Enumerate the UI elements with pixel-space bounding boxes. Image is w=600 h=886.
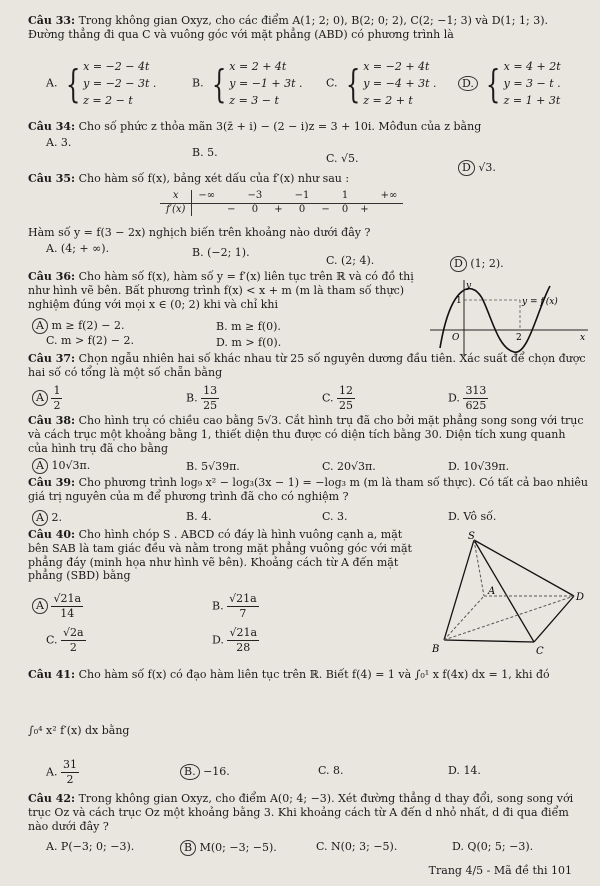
q39-option-b[interactable]: B. 4.	[186, 510, 212, 523]
curve-label: y = f′(x)	[522, 297, 558, 307]
q40-option-b[interactable]: B. $\frac{√21a}{7}$	[212, 592, 257, 620]
q33-option-b[interactable]: B. { x = 2 + 4t y = −1 + 3t . z = 3 − t	[192, 60, 303, 107]
q35-option-c[interactable]: C. (2; 4).	[326, 254, 375, 267]
question-number: Câu 37:	[28, 352, 76, 365]
question-number: Câu 33:	[28, 14, 76, 27]
q42-option-d[interactable]: D. Q(0; 5; −3).	[452, 840, 534, 853]
q41-option-c[interactable]: C. 8.	[318, 764, 344, 777]
q36-option-b[interactable]: B. m ≥ f(0).	[216, 320, 281, 333]
tick-x: 2	[516, 333, 522, 343]
question-number: Câu 36:	[28, 270, 76, 283]
q40-option-d[interactable]: D. $\frac{√21a}{28}$	[212, 626, 258, 654]
vertex-D: D	[576, 592, 584, 603]
q33-option-d[interactable]: D. { x = 4 + 2t y = 3 − t . z = 1 + 3t	[458, 60, 561, 107]
sign-table: x −∞ −3 −1 1 +∞ f′(x) − 0 + 0 − 0 +	[160, 190, 403, 216]
q37-option-c[interactable]: C. $\frac{12}{25}$	[322, 384, 354, 412]
q37-option-d[interactable]: D. $\frac{313}{625}$	[448, 384, 487, 412]
q37-option-a[interactable]: A $\frac{1}{2}$	[32, 384, 62, 413]
pyramid-figure	[424, 530, 584, 656]
question-number: Câu 34:	[28, 120, 76, 133]
q38-option-b[interactable]: B. 5√39π.	[186, 460, 240, 473]
q34-option-b[interactable]: B. 5.	[192, 146, 218, 159]
q34-option-c[interactable]: C. √5.	[326, 152, 359, 165]
question-number: Câu 42:	[28, 792, 76, 805]
question-36	[28, 270, 418, 311]
q38-option-c[interactable]: C. 20√3π.	[322, 460, 376, 473]
question-number: Câu 38:	[28, 414, 76, 427]
question-39	[28, 476, 588, 504]
question-35	[28, 172, 588, 186]
page-footer: Trang 4/5 - Mã đề thi 101	[428, 864, 572, 878]
q36-option-a[interactable]: A m ≥ f(2) − 2.	[32, 318, 124, 334]
vertex-B: B	[432, 644, 440, 655]
question-text: Trong không gian Oxyz, cho điểm A(0; 4; −3). Xét đường thẳng d thay đổi, song song với trục Oz và cách trục Oz một khoảng bằng 3. Khi khoảng cách từ A đến d nhỏ nhất, d đi qua điểm nào dưới đây ?	[28, 792, 574, 833]
vertex-S: S	[468, 531, 475, 542]
q40-option-c[interactable]: C. $\frac{√2a}{2}$	[46, 626, 84, 654]
vertex-A: A	[488, 586, 496, 597]
question-text: Trong không gian Oxyz, cho các điểm A(1; 2; 0), B(2; 0; 2), C(2; −1; 3) và D(1; 1; 3). Đường thẳng đi qua C và vuông góc với mặt phẳng (ABD) có phương trình là	[28, 14, 548, 41]
question-text: Cho hàm số f(x), hàm số y = f′(x) liên tục trên ℝ và có đồ thị như hình vẽ bên. Bất phương trình f(x) < x + m (m là tham số thực) nghiệm đúng với mọi x ∈ (0; 2) khi và chỉ khi	[28, 270, 414, 311]
question-38	[28, 414, 588, 455]
vertex-C: C	[536, 646, 544, 656]
q34-option-a[interactable]: A. 3.	[46, 136, 72, 149]
q38-option-d[interactable]: D. 10√39π.	[448, 460, 510, 473]
q42-option-a[interactable]: A. P(−3; 0; −3).	[46, 840, 135, 853]
q40-option-a[interactable]: A $\frac{√21a}{14}$	[32, 592, 83, 621]
q36-option-c[interactable]: C. m > f(2) − 2.	[46, 334, 135, 347]
question-text: Cho hình chóp S . ABCD có đáy là hình vuông cạnh a, mặt bên SAB là tam giác đều và nằm trong mặt phẳng vuông góc với mặt phẳng đáy (minh họa như hình vẽ bên). Khoảng cách từ A đến mặt phẳng (SBD) bằng	[28, 528, 412, 583]
question-37	[28, 352, 588, 380]
q35-option-a[interactable]: A. (4; + ∞).	[46, 242, 110, 255]
question-text: Cho hàm số f(x), bảng xét dấu của f′(x) như sau :	[78, 172, 350, 185]
question-text: Cho hàm số f(x) có đạo hàm liên tục trên ℝ. Biết f(4) = 1 và ∫₀¹ x f(4x) dx = 1, khi đó	[78, 668, 550, 681]
question-number: Câu 35:	[28, 172, 76, 185]
q38-option-a[interactable]: A 10√3π.	[32, 458, 90, 474]
y-axis-label: y	[466, 281, 472, 291]
question-number: Câu 40:	[28, 528, 76, 541]
q41-option-a[interactable]: A. $\frac{31}{2}$	[46, 758, 77, 786]
q42-option-c[interactable]: C. N(0; 3; −5).	[316, 840, 398, 853]
q35-option-d[interactable]: D (1; 2).	[450, 256, 504, 272]
q33-option-a[interactable]: A. { x = −2 − 4t y = −2 − 3t . z = 2 − t	[46, 60, 157, 107]
q39-option-c[interactable]: C. 3.	[322, 510, 348, 523]
origin-label: O	[452, 333, 460, 343]
question-35-prompt: Hàm số y = f(3 − 2x) nghịch biến trên khoảng nào dưới đây ?	[28, 226, 371, 239]
question-text: Cho phương trình log₉ x² − log₃(3x − 1) = −log₃ m (m là tham số thực). Có tất cả bao nhiêu giá trị nguyên của m để phương trình đã cho có nghiệm ?	[28, 476, 588, 503]
q39-option-a[interactable]: A 2.	[32, 510, 62, 526]
question-text: Chọn ngẫu nhiên hai số khác nhau từ 25 số nguyên dương đầu tiên. Xác suất để chọn được hai số có tổng là một số chẵn bằng	[28, 352, 586, 379]
question-text: Cho hình trụ có chiều cao bằng 5√3. Cắt hình trụ đã cho bởi mặt phẳng song song với trục và cách trục một khoảng bằng 1, thiết diện thu được có diện tích bằng 30. Diện tích xung quanh của hình trụ đã cho bằng	[28, 414, 584, 455]
question-41-integral: ∫₀⁴ x² f′(x) dx bằng	[28, 724, 130, 737]
q35-option-b[interactable]: B. (−2; 1).	[192, 246, 250, 259]
q34-option-d[interactable]: D √3.	[458, 160, 496, 176]
q36-option-d[interactable]: D. m > f(0).	[216, 336, 282, 349]
q41-option-d[interactable]: D. 14.	[448, 764, 481, 777]
q42-option-b[interactable]: B M(0; −3; −5).	[180, 840, 277, 856]
question-33	[28, 14, 588, 42]
tick-y: 1	[456, 296, 462, 306]
question-text: Cho số phức z thỏa mãn 3(z̄ + i) − (2 − i)z = 3 + 10i. Môđun của z bằng	[78, 120, 482, 133]
derivative-graph	[430, 278, 590, 358]
question-41	[28, 668, 588, 682]
q37-option-b[interactable]: B. $\frac{13}{25}$	[186, 384, 218, 412]
question-40	[28, 528, 418, 583]
question-34	[28, 120, 588, 134]
x-axis-label: x	[580, 333, 586, 343]
q33-option-c[interactable]: C. { x = −2 + 4t y = −4 + 3t . z = 2 + t	[326, 60, 437, 107]
question-number: Câu 41:	[28, 668, 76, 681]
question-42	[28, 792, 588, 833]
q41-option-b[interactable]: B. −16.	[180, 764, 230, 780]
question-number: Câu 39:	[28, 476, 76, 489]
q39-option-d[interactable]: D. Vô số.	[448, 510, 497, 523]
